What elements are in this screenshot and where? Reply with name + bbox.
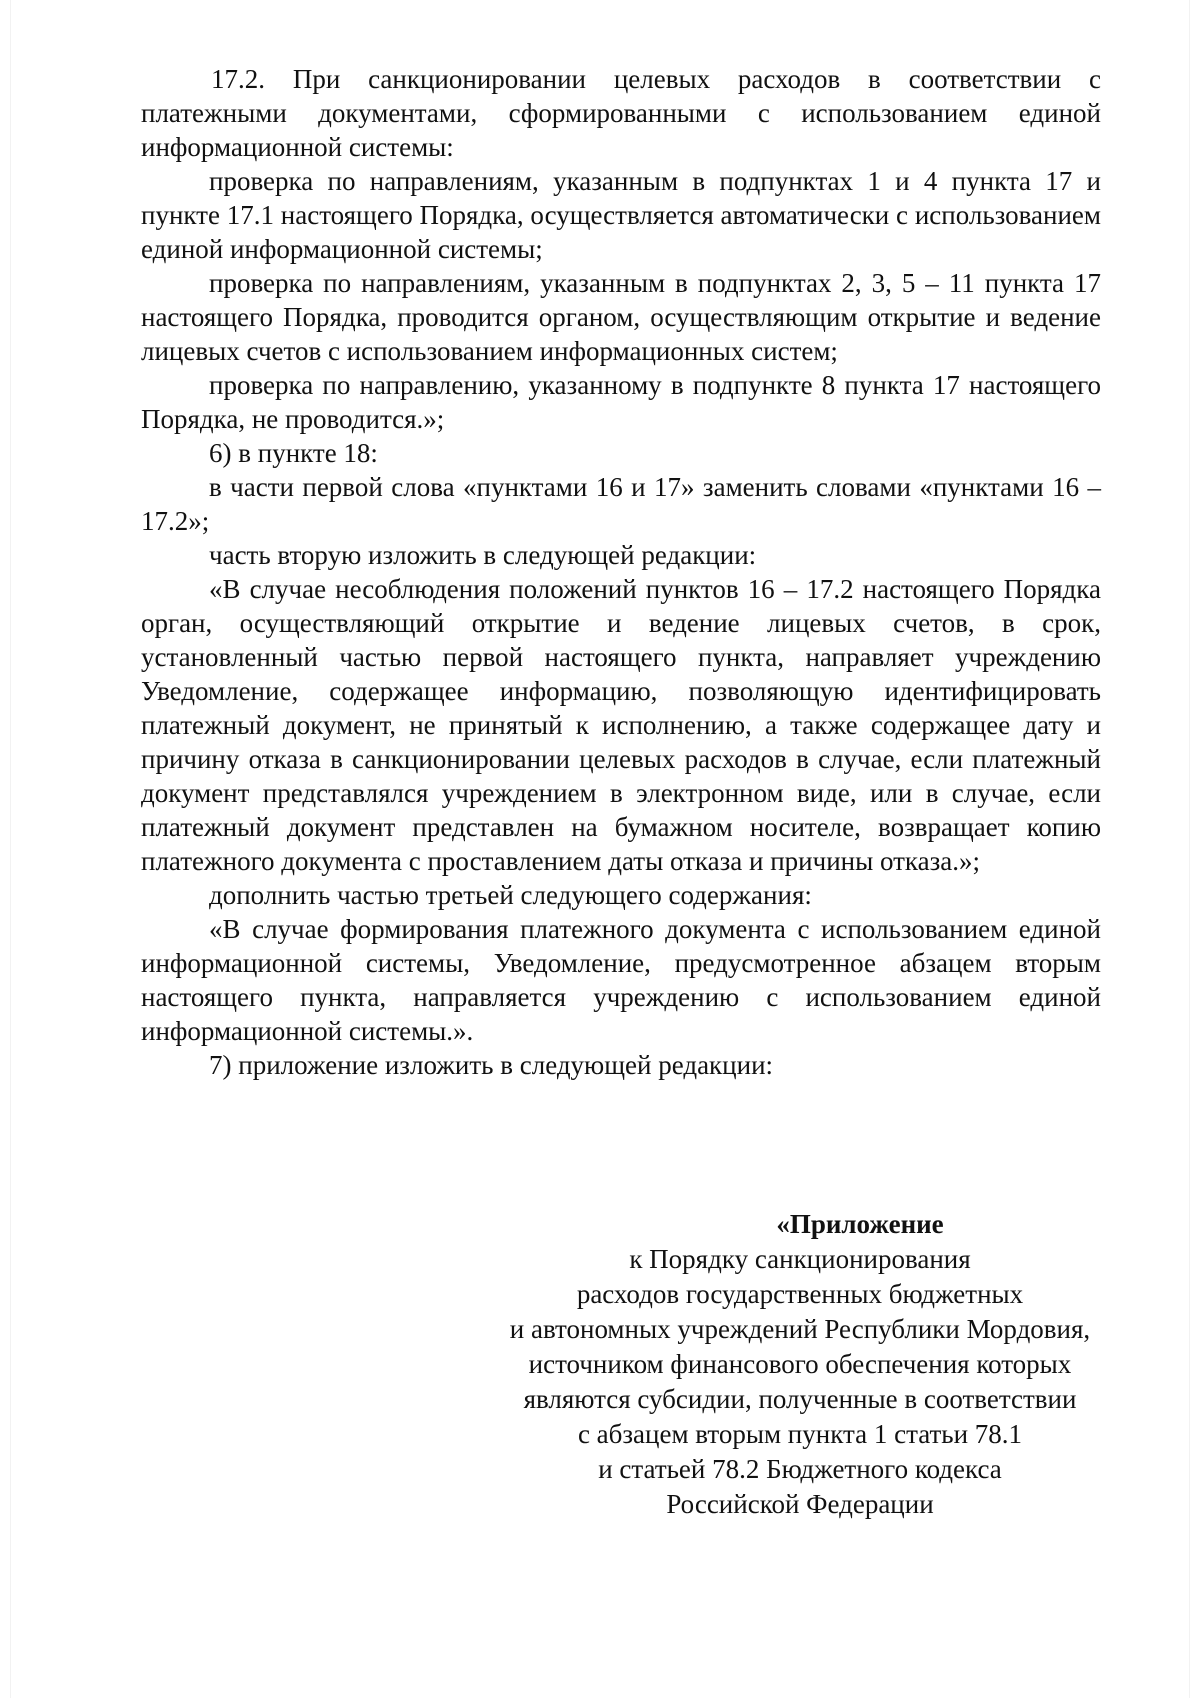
- paragraph-part-two-text: «В случае несоблюдения положений пунктов 16 – 17.2 настоящего Порядка орган, осуществляющий открытие и ведение лицевых счетов, в срок, установленный частью первой настоящего пункта, направляет учреждению Уведомление, содержащее информацию, позволяющую идентифицировать платежный документ, не принятый к исполнению, а также содержащее дату и причину отказа в санкционировании целевых расходов в случае, если платежный документ представлялся учреждением в электронном виде, или в случае, если платежный документ представлен на бумажном носителе, возвращает копию платежного документа с проставлением даты отказа и причины отказа.»;: [141, 574, 1101, 876]
- paragraph-17-2: 17.2. При санкционировании целевых расходов в соответствии с платежными документами, сформированными с использованием единой информационной системы:: [141, 64, 1101, 162]
- paragraph-part-one-change: в части первой слова «пунктами 16 и 17» заменить словами «пунктами 16 – 17.2»;: [141, 472, 1101, 536]
- appendix-heading-block: [470, 1207, 1130, 1522]
- paragraph-item-6: 6) в пункте 18:: [209, 438, 378, 468]
- paragraph-part-three-intro: дополнить частью третьей следующего содержания:: [209, 880, 812, 910]
- appendix-line: к Порядку санкционирования: [629, 1244, 971, 1274]
- document-body: [141, 62, 1101, 1082]
- paragraph-check-automatic: проверка по направлениям, указанным в подпунктах 1 и 4 пункта 17 и пункте 17.1 настоящего Порядка, осуществляется автоматически с использованием единой информационной системы;: [141, 166, 1101, 264]
- paragraph-item-7: 7) приложение изложить в следующей редакции:: [209, 1050, 774, 1080]
- appendix-line: расходов государственных бюджетных: [576, 1279, 1024, 1309]
- appendix-line: Российской Федерации: [666, 1489, 934, 1519]
- paragraph-part-two-intro: часть вторую изложить в следующей редакции:: [209, 540, 757, 570]
- paragraph-check-by-organ: проверка по направлениям, указанным в подпунктах 2, 3, 5 – 11 пункта 17 настоящего Порядка, проводится органом, осуществляющим открытие и ведение лицевых счетов с использованием информационных систем;: [141, 268, 1101, 366]
- appendix-title: «Приложение: [776, 1209, 944, 1239]
- appendix-line: с абзацем вторым пункта 1 статьи 78.1: [577, 1419, 1023, 1449]
- appendix-line: источником финансового обеспечения которых: [528, 1349, 1072, 1379]
- paragraph-part-three-text: «В случае формирования платежного документа с использованием единой информационной системы, Уведомление, предусмотренное абзацем вторым настоящего пункта, направляется учреждению с использованием единой информационной системы.».: [141, 914, 1101, 1046]
- paragraph-check-not-performed: проверка по направлению, указанному в подпункте 8 пункта 17 настоящего Порядка, не проводится.»;: [141, 370, 1101, 434]
- appendix-line: и автономных учреждений Республики Мордовия,: [509, 1314, 1091, 1344]
- appendix-line: и статьей 78.2 Бюджетного кодекса: [598, 1454, 1002, 1484]
- scan-edge-left: [10, 0, 11, 1698]
- scan-edge-right: [1189, 0, 1190, 1698]
- appendix-line: являются субсидии, полученные в соответствии: [523, 1384, 1077, 1414]
